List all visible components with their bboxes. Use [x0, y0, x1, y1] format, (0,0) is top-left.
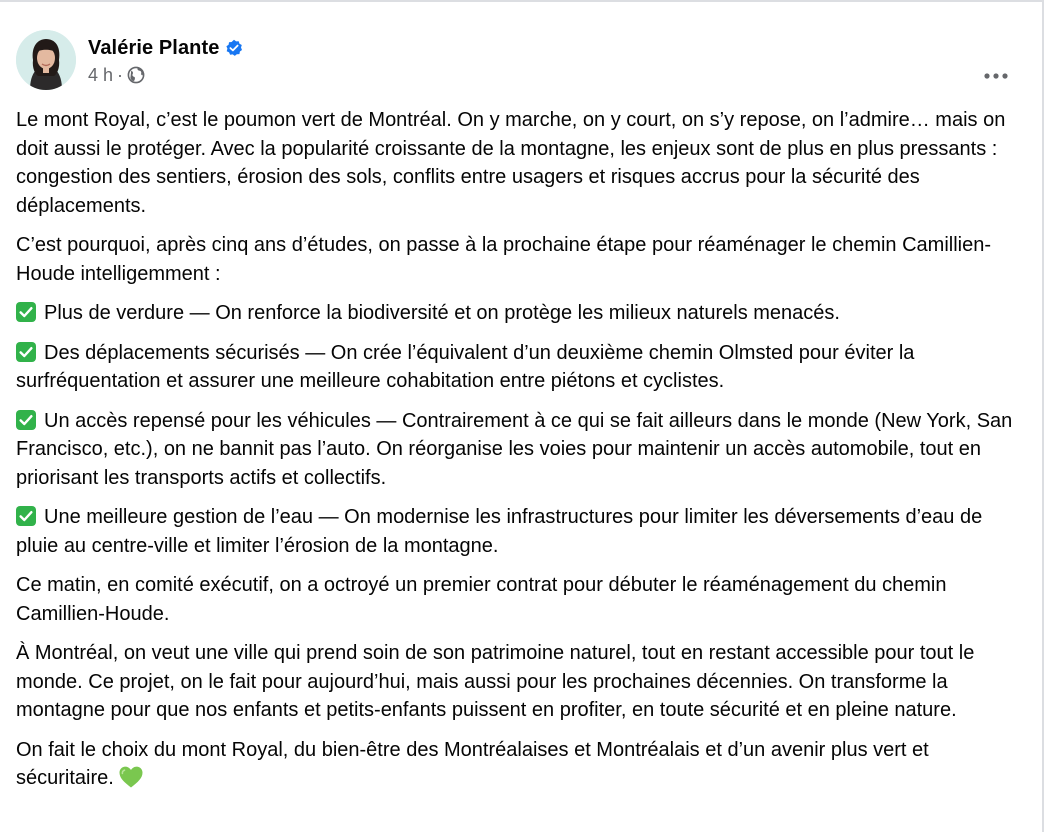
final-paragraph-text: On fait le choix du mont Royal, du bien-être des Montréalaises et Montréalais et d’un avenir plus vert et sécuritaire. [16, 738, 929, 789]
check-mark-icon [16, 342, 36, 362]
checklist-item-text: Plus de verdure — On renforce la biodiversité et on protège les milieux naturels menacés. [44, 302, 840, 324]
author-avatar[interactable] [16, 30, 76, 90]
avatar-photo-icon [16, 30, 76, 90]
author-line [88, 34, 243, 62]
post-paragraph: Le mont Royal, c’est le poumon vert de Montréal. On y marche, on y court, on s’y repose, on l’admire… mais on doit aussi le protéger. Avec la popularité croissante de la montagne, les enjeux sont de plus en plus pressants : congestion des sentiers, érosion des sols, conflits entre usagers et risques accrus pour la sécurité des déplacements. [16, 109, 1006, 217]
post-paragraph: À Montréal, on veut une ville qui prend soin de son patrimoine naturel, tout en restant accessible pour tout le monde. Ce projet, on le fait pour aujourd’hui, mais aussi pour les prochaines décennies. On transforme la montagne pour que nos enfants et petits-enfants puissent en profiter, en toute sécurité et en pleine nature. [16, 642, 975, 721]
author-name[interactable]: Valérie Plante [88, 36, 220, 59]
post-header [16, 18, 1026, 85]
meta-separator: · [117, 64, 124, 85]
checklist-item [16, 407, 1028, 493]
post-paragraph-final [16, 736, 1028, 793]
more-options-button[interactable] [978, 58, 1014, 94]
post-paragraph: C’est pourquoi, après cinq ans d’études, on passe à la prochaine étape pour réaménager le chemin Camillien-Houde intelligemment : [16, 234, 992, 285]
author-block [88, 34, 243, 88]
checklist-item [16, 299, 1028, 328]
post-meta [88, 62, 243, 88]
check-mark-icon [16, 302, 36, 322]
checklist-item [16, 503, 1028, 560]
checklist-item-text: Une meilleure gestion de l’eau — On modernise les infrastructures pour limiter les déversements d’eau de pluie au centre-ville et limiter l’érosion de la montagne. [16, 506, 983, 557]
check-mark-icon [16, 506, 36, 526]
checklist-item-text: Des déplacements sécurisés — On crée l’équivalent d’un deuxième chemin Olmsted pour éviter la surfréquentation et assurer une meilleure cohabitation entre piétons et cyclistes. [16, 341, 915, 392]
checklist-item-text: Un accès repensé pour les véhicules — Contrairement à ce qui se fait ailleurs dans le monde (New York, San Francisco, etc.), on ne bannit pas l’auto. On réorganise les voies pour maintenir un accès automobile, tout en priorisant les transports actifs et collectifs. [16, 409, 1013, 489]
globe-icon[interactable] [127, 66, 145, 84]
check-mark-icon [16, 410, 36, 430]
post-paragraph: Ce matin, en comité exécutif, on a octroyé un premier contrat pour débuter le réaménagement du chemin Camillien-Houde. [16, 574, 947, 625]
verified-badge-icon [225, 39, 243, 57]
more-options-icon [983, 72, 1009, 80]
post-timestamp[interactable]: 4 h [88, 64, 114, 85]
post-body [16, 106, 1028, 804]
green-heart-icon [118, 765, 144, 789]
checklist-item [16, 339, 1028, 396]
